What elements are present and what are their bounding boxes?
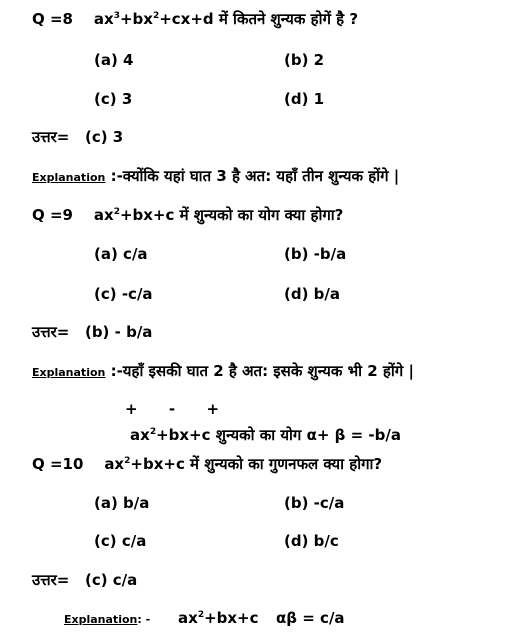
q8-answer-value: (c) 3	[84, 128, 124, 146]
q10-number: Q =10	[32, 455, 84, 473]
q10-explanation	[64, 609, 150, 629]
q8-option-d: (d) 1	[284, 90, 325, 108]
q10-question	[32, 455, 382, 473]
q10-expl-formula: $ax^2+bx+c$	[178, 609, 259, 627]
q9-option-b: (b) -b/a	[284, 245, 347, 263]
q9-option-d: (d) b/a	[284, 285, 341, 303]
q9-sign-annotations: + - +	[125, 400, 220, 418]
q8-answer	[32, 128, 123, 146]
q9-option-a: (a) c/a	[94, 245, 148, 263]
q9-answer-value: (b) - b/a	[84, 323, 153, 341]
q10-option-b: (b) -c/a	[284, 494, 345, 512]
q9-explanation	[32, 362, 414, 382]
q10-explanation-label: Explanation	[64, 613, 138, 626]
q8-option-c: (c) 3	[94, 90, 133, 108]
q8-number: Q =8	[32, 10, 73, 28]
q9-sum-formula: $ax^2+bx+c$ शुन्यको का योग α+ β = -b/a	[130, 426, 401, 444]
q9-answer	[32, 323, 152, 341]
q10-answer	[32, 571, 137, 589]
q8-explanation-text: :-क्योंकि यहां घात 3 है अत: यहाँ तीन शुन्यक होंगे |	[105, 167, 400, 185]
q8-explanation	[32, 167, 399, 187]
q8-answer-label: उत्तर=	[32, 128, 70, 146]
q8-stem: $ax^3+bx^2+cx+d$ में कितने शुन्यक होगें है ?	[93, 10, 359, 28]
q9-explanation-text: :-यहाँ इसकी घात 2 है अत: इसके शुन्यक भी 2 होंगे |	[105, 362, 414, 380]
q9-question	[32, 206, 343, 224]
q10-stem: $ax^2+bx+c$ में शुन्यको का गुणनफल क्या होगा?	[104, 455, 383, 473]
q8-explanation-label: Explanation	[32, 171, 106, 184]
q9-answer-label: उत्तर=	[32, 323, 70, 341]
q8-option-b: (b) 2	[284, 51, 325, 69]
q9-stem: $ax^2+bx+c$ में शुन्यको का योग क्या होगा?	[93, 206, 344, 224]
q10-option-c: (c) c/a	[94, 532, 147, 550]
q9-explanation-label: Explanation	[32, 366, 106, 379]
q9-option-c: (c) -c/a	[94, 285, 153, 303]
q8-option-a: (a) 4	[94, 51, 134, 69]
q10-answer-value: (c) c/a	[84, 571, 138, 589]
q10-option-d: (d) b/c	[284, 532, 339, 550]
q10-expl-result: αβ = c/a	[276, 609, 345, 627]
q10-explanation-text: : -	[137, 613, 151, 626]
q9-number: Q =9	[32, 206, 73, 224]
q8-question	[32, 10, 358, 28]
q10-answer-label: उत्तर=	[32, 571, 70, 589]
q10-option-a: (a) b/a	[94, 494, 150, 512]
